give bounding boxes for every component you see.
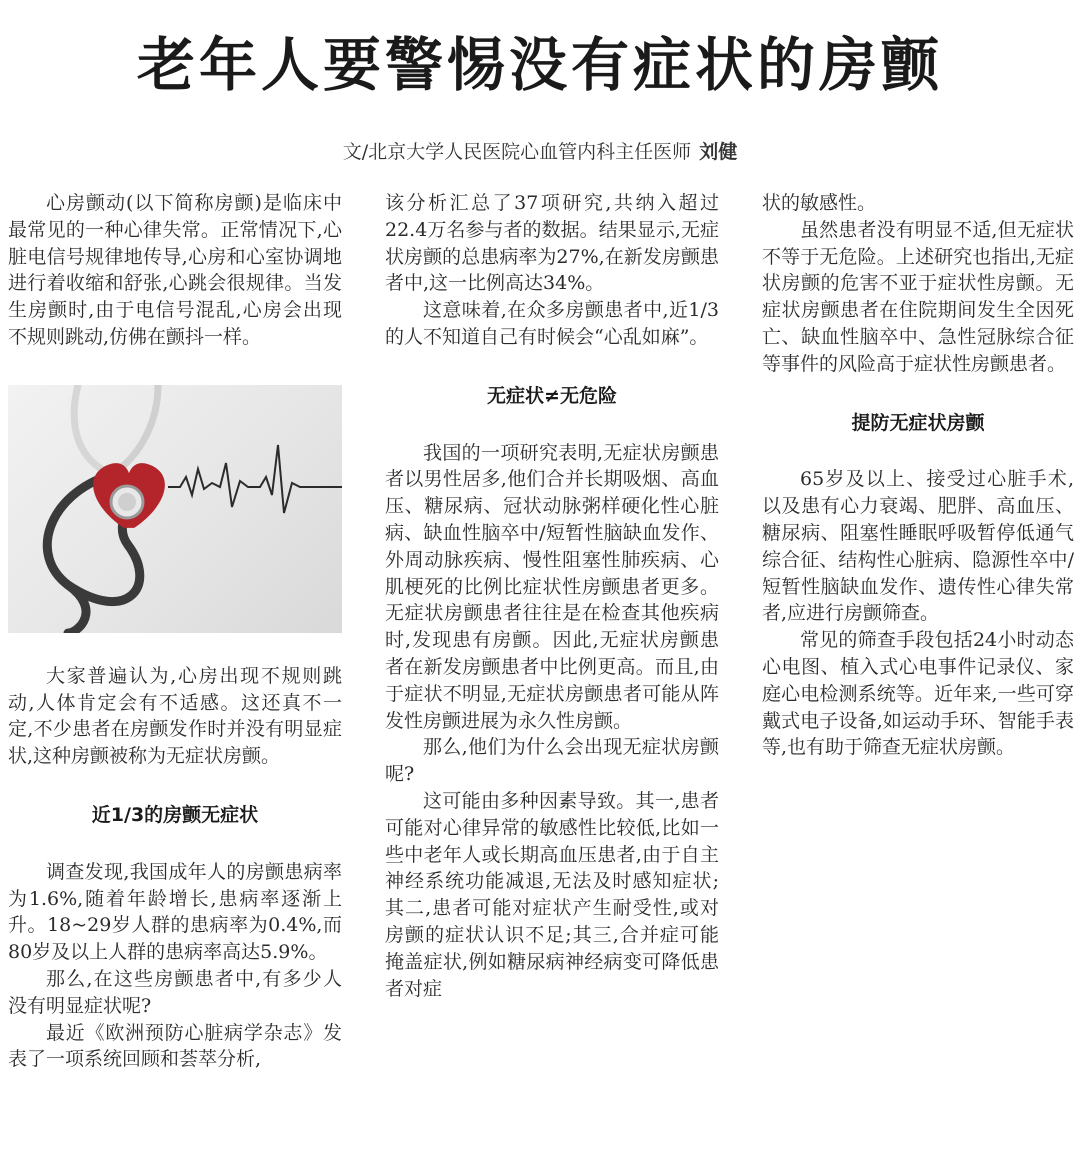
paragraph: 那么,他们为什么会出现无症状房颤呢? xyxy=(385,736,719,786)
paragraph: 这意味着,在众多房颤患者中,近1/3的人不知道自己有时候会“心乱如麻”。 xyxy=(385,299,719,348)
paragraph: 最近《欧洲预防心脏病学杂志》发表了一项系统回顾和荟萃分析, xyxy=(8,1021,342,1071)
paragraph: 那么,在这些房颤患者中,有多少人没有明显症状呢? xyxy=(8,967,342,1017)
paragraph: 这可能由多种因素导致。其一,患者可能对心律异常的敏感性比较低,比如一些中老年人或长期高血压患者,由于自主神经系统功能减退,无法及时感知症状;其二,患者可能对症状产生耐受性,或对房颤的症状认识不足;其三,合并症可能掩盖症状,例如糖尿病神经病变可降低患者对症 xyxy=(385,789,719,1000)
paragraph: 我国的一项研究表明,无症状房颤患者以男性居多,他们合并长期吸烟、高血压、糖尿病、冠状动脉粥样硬化性心脏病、缺血性脑卒中/短暂性脑缺血发作、外周动脉疾病、慢性阻塞性肺疾病、心肌梗死的比例比症状性房颤患者更多。无症状房颤患者往往是在检查其他疾病时,发现患有房颤。因此,无症状房颤患者在新发房颤患者中比例更高。而且,由于症状不明显,无症状房颤患者可能从阵发性房颤进展为永久性房颤。 xyxy=(385,441,719,732)
paragraph: 该分析汇总了37项研究,共纳入超过22.4万名参与者的数据。结果显示,无症状房颤的总患病率为27%,在新发房颤患者中,这一比例高达34%。 xyxy=(385,192,719,295)
subheading: 近1/3的房颤无症状 xyxy=(91,803,259,826)
column-3 xyxy=(762,190,1074,761)
column-2 xyxy=(385,190,719,1002)
paragraph: 状的敏感性。 xyxy=(762,192,877,214)
stethoscope-heart-image xyxy=(8,385,342,633)
subheading: 无症状≠无危险 xyxy=(487,384,617,407)
column-1 xyxy=(8,190,342,1073)
paragraph: 65岁及以上、接受过心脏手术,以及患有心力衰竭、肥胖、高血压、糖尿病、阻塞性睡眠呼吸暂停低通气综合征、结构性心脏病、隐源性卒中/短暂性脑缺血发作、遗传性心律失常者,应进行房颤筛查。 xyxy=(762,468,1074,625)
paragraph: 大家普遍认为,心房出现不规则跳动,人体肯定会有不适感。这还真不一定,不少患者在房颤发作时并没有明显症状,这种房颤被称为无症状房颤。 xyxy=(8,664,342,768)
subheading: 提防无症状房颤 xyxy=(851,411,985,434)
paragraph: 常见的筛查手段包括24小时动态心电图、植入式心电事件记录仪、家庭心电检测系统等。近年来,一些可穿戴式电子设备,如运动手环、智能手表等,也有助于筛查无症状房颤。 xyxy=(762,629,1074,759)
paragraph: 调查发现,我国成年人的房颤患病率为1.6%,随着年龄增长,患病率逐渐上升。18~29岁人群的患病率为0.4%,而80岁及以上人群的患病率高达5.9%。 xyxy=(8,860,342,964)
paragraph: 虽然患者没有明显不适,但无症状不等于无危险。上述研究也指出,无症状房颤的危害不亚于症状性房颤。无症状房颤患者在住院期间发生全因死亡、缺血性脑卒中、急性冠脉综合征等事件的风险高于症状性房颤患者。 xyxy=(762,218,1074,375)
byline-affiliation: 文/北京大学人民医院心血管内科主任医师 xyxy=(342,141,692,163)
article-title: 老年人要警惕没有症状的房颤 xyxy=(136,31,943,99)
byline-author: 刘健 xyxy=(699,141,738,163)
stethoscope-heart-icon xyxy=(8,385,342,633)
byline xyxy=(0,137,1080,164)
paragraph: 心房颤动(以下简称房颤)是临床中最常见的一种心律失常。正常情况下,心脏电信号规律地传导,心房和心室协调地进行着收缩和舒张,心跳会很规律。当发生房颤时,由于电信号混乱,心房会出现不规则跳动,仿佛在颤抖一样。 xyxy=(8,192,342,348)
